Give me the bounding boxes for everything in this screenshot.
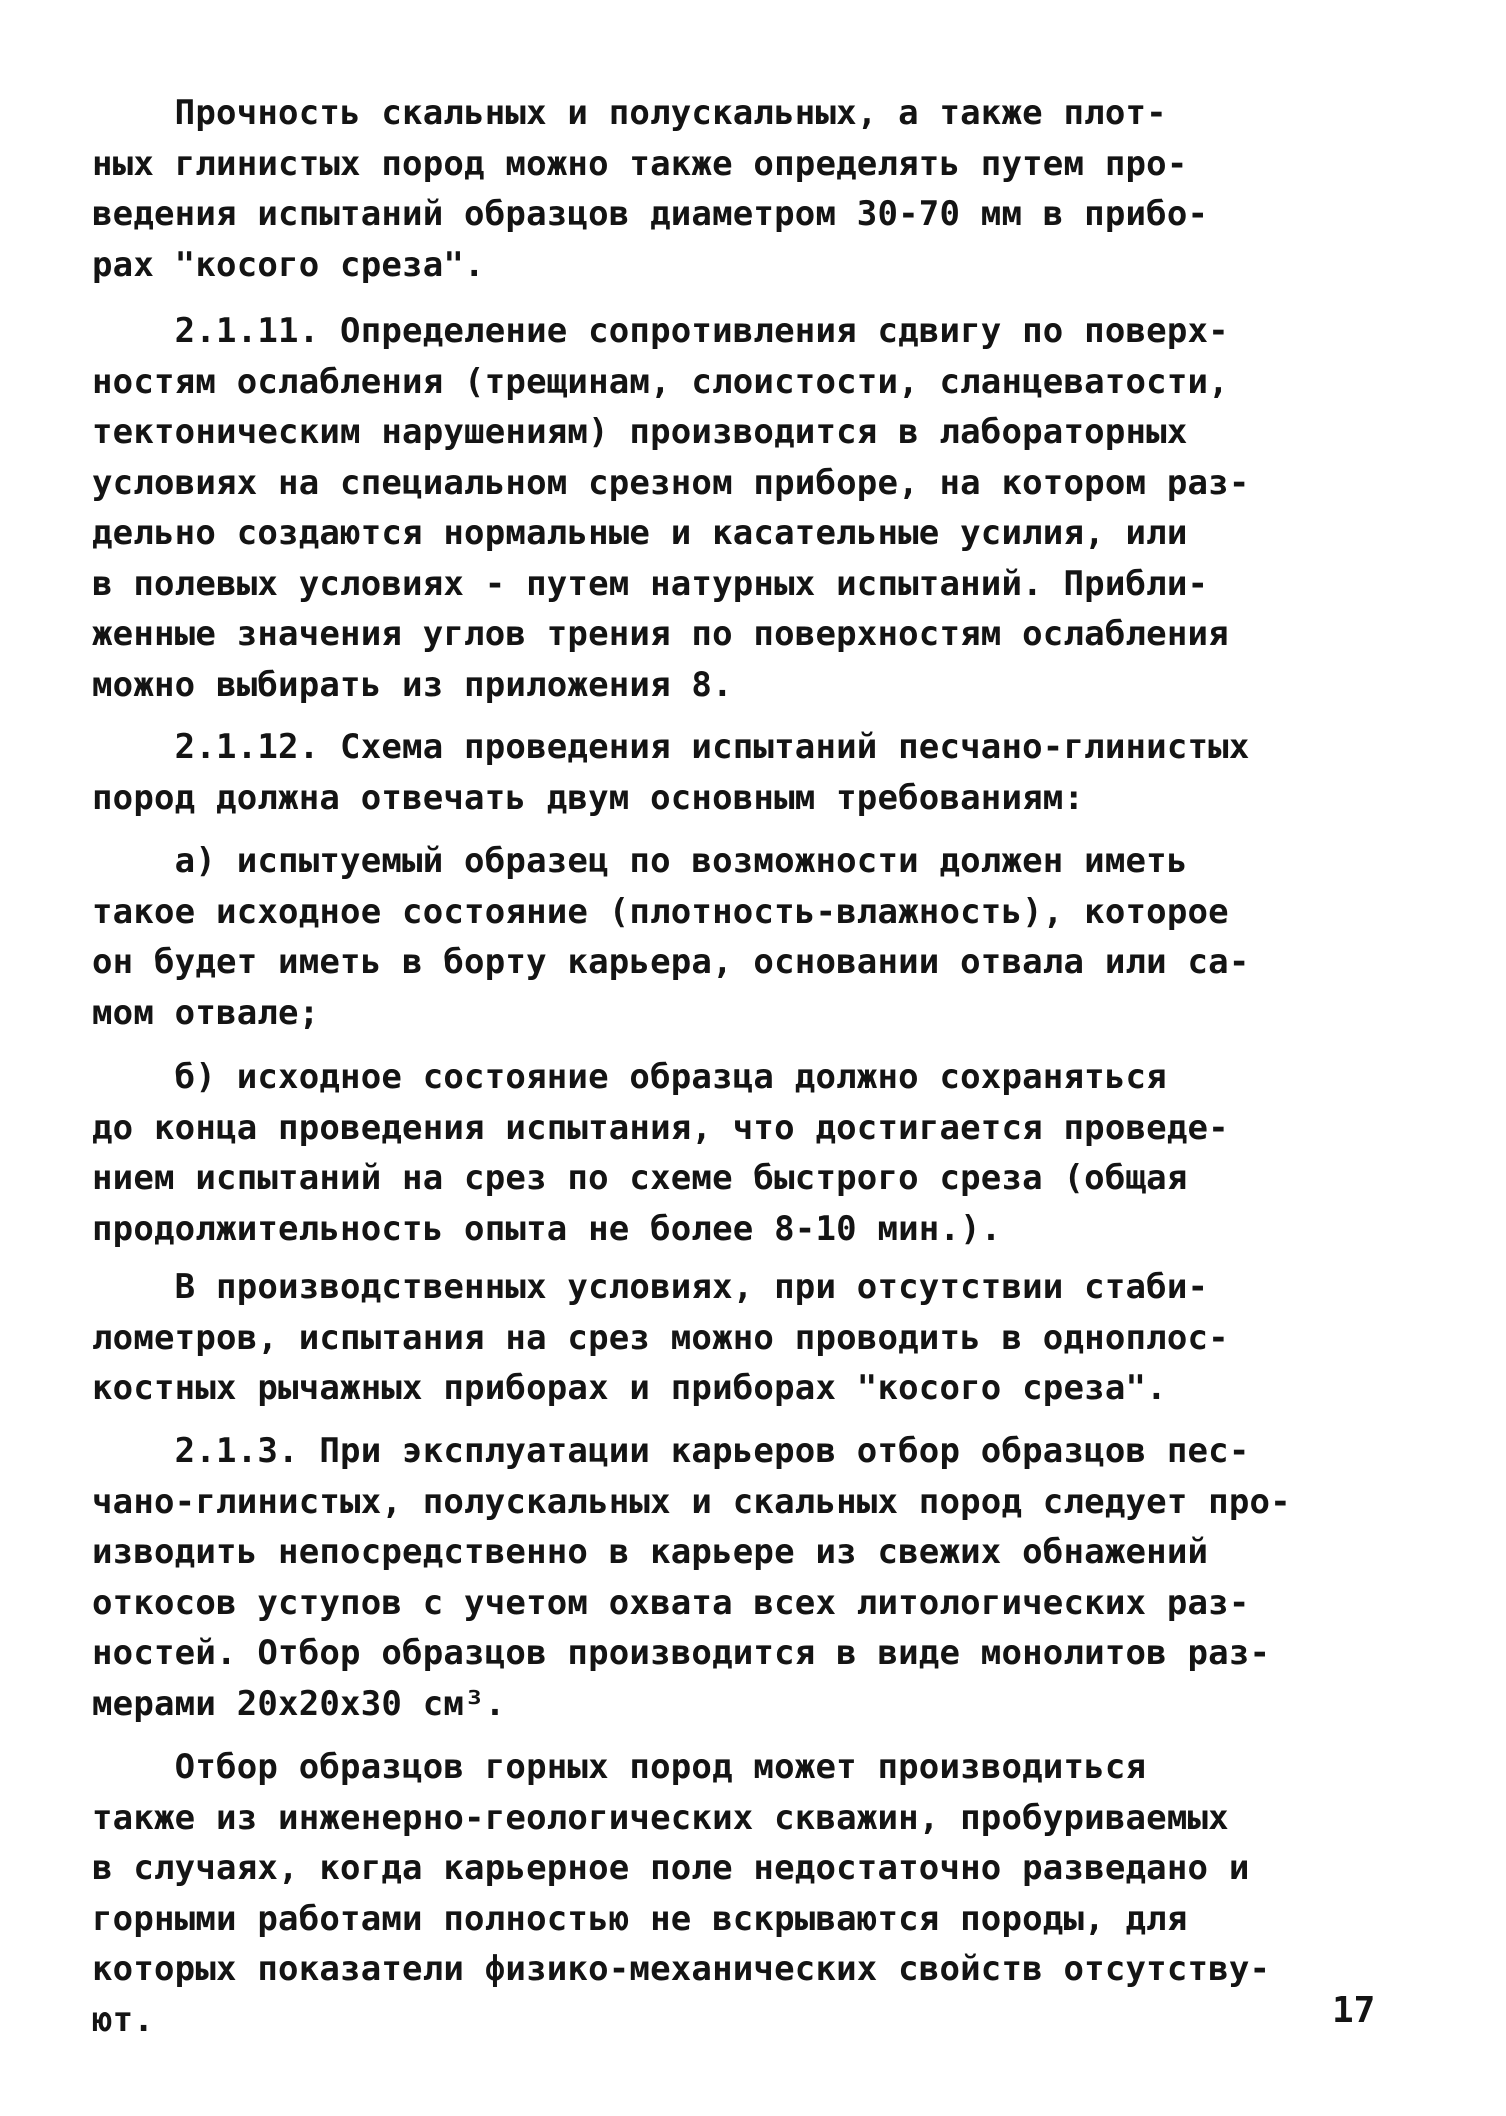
text-line: пород должна отвечать двум основным требованиям:	[92, 777, 1085, 818]
text-line: б) исходное состояние образца должно сохраняться	[92, 1057, 1167, 1097]
text-line: мом отвале;	[92, 992, 320, 1033]
text-line: Отбор образцов горных пород может производиться	[92, 1747, 1147, 1787]
text-line: а) испытуемый образец по возможности должен иметь	[92, 841, 1188, 881]
text-line: до конца проведения испытания, что достигается проведе-	[92, 1107, 1229, 1148]
text-line: в случаях, когда карьерное поле недостаточно разведано и	[92, 1848, 1250, 1888]
text-line: откосов уступов с учетом охвата всех литологических раз-	[92, 1582, 1250, 1623]
page-number: 17	[1332, 1990, 1376, 2031]
text-line: ностям ослабления (трещинам, слоистости, сланцеватости,	[92, 361, 1229, 402]
text-line: рах "косого среза".	[92, 244, 485, 285]
text-line: дельно создаются нормальные и касательные усилия, или	[92, 513, 1188, 553]
text-line: тектоническим нарушениям) производится в лабораторных	[92, 412, 1188, 452]
text-line: лометров, испытания на срез можно проводить в одноплос-	[92, 1317, 1229, 1358]
text-line: которых показатели физико-механических свойств отсутству-	[92, 1949, 1271, 1989]
text-line: ных глинистых пород можно также определять путем про-	[92, 143, 1188, 184]
paragraph-item-a	[92, 836, 1422, 1038]
text-line: условиях на специальном срезном приборе, на котором раз-	[92, 462, 1250, 503]
paragraph-2-1-11	[92, 306, 1422, 710]
text-line: в полевых условиях - путем натурных испытаний. Прибли-	[92, 563, 1209, 604]
text-line: В производственных условиях, при отсутствии стаби-	[92, 1267, 1209, 1307]
text-line: 2.1.11. Определение сопротивления сдвигу по поверх-	[92, 311, 1229, 351]
paragraph-item-b	[92, 1052, 1422, 1254]
text-line: горными работами полностью не вскрываются породы, для	[92, 1898, 1188, 1939]
text-line: мерами 20x20x30 см³.	[92, 1683, 506, 1724]
text-line: костных рычажных приборах и приборах "косого среза".	[92, 1368, 1167, 1408]
text-line: также из инженерно-геологических скважин, пробуриваемых	[92, 1797, 1229, 1838]
text-line: ностей. Отбор образцов производится в виде монолитов раз-	[92, 1633, 1271, 1673]
text-line: нием испытаний на срез по схеме быстрого среза (общая	[92, 1158, 1188, 1198]
paragraph-sampling-boreholes	[92, 1742, 1422, 2045]
text-line: изводить непосредственно в карьере из свежих обнажений	[92, 1532, 1209, 1572]
text-line: Прочность скальных и полускальных, а также плот-	[92, 93, 1167, 133]
text-line: ведения испытаний образцов диаметром 30-70 мм в прибо-	[92, 194, 1209, 234]
text-line: 2.1.12. Схема проведения испытаний песчано-глинистых	[92, 727, 1250, 767]
text-line: ют.	[92, 1999, 155, 2040]
text-line: продолжительность опыта не более 8-10 мин.).	[92, 1208, 1002, 1249]
text-line: 2.1.3. При эксплуатации карьеров отбор образцов пес-	[92, 1431, 1250, 1471]
paragraph-2-1-12	[92, 722, 1422, 823]
text-line: такое исходное состояние (плотность-влажность), которое	[92, 891, 1229, 932]
paragraph-strength-intro	[92, 88, 1422, 290]
text-line: он будет иметь в борту карьера, основании отвала или са-	[92, 942, 1250, 982]
text-line: женные значения углов трения по поверхностям ослабления	[92, 614, 1229, 654]
text-line: чано-глинистых, полускальных и скальных пород следует про-	[92, 1481, 1291, 1522]
paragraph-production-conditions	[92, 1262, 1422, 1414]
paragraph-2-1-3	[92, 1426, 1422, 1729]
text-line: можно выбирать из приложения 8.	[92, 664, 733, 705]
